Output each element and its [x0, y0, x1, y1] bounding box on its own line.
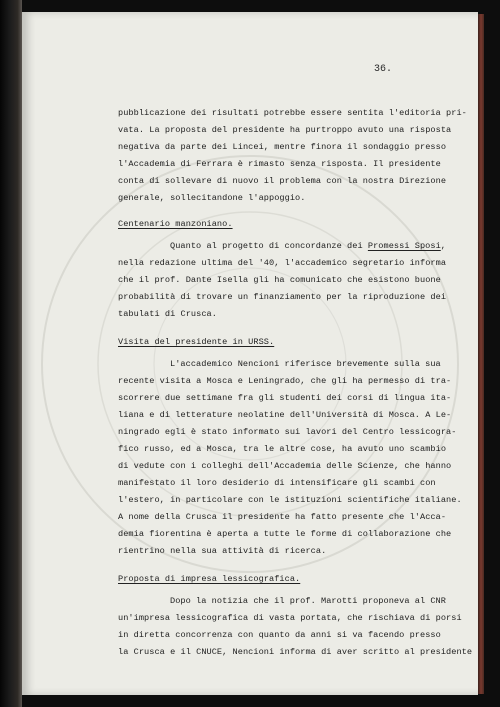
section-heading: Visita del presidente in URSS.: [118, 337, 275, 347]
text-line: liana e di letterature neolatine dell'Università di Mosca. A Le-: [118, 410, 452, 420]
text-line: rientrino nella sua attività di ricerca.: [118, 546, 327, 556]
text-line: Dopo la notizia che il prof. Marotti proponeva al CNR: [170, 596, 446, 606]
text-line: recente visita a Mosca e Leningrado, che gli ha permesso di tra-: [118, 376, 452, 386]
document-page: [22, 12, 478, 695]
text-line: generale, sollecitandone l'appoggio.: [118, 193, 306, 203]
section-heading: Proposta di impresa lessicografica.: [118, 574, 301, 584]
text-line: fico russo, ed a Mosca, tra le altre cose, ha avuto uno scambio: [118, 444, 447, 454]
text-line: nella redazione ultima del '40, l'accademico segretario informa: [118, 258, 447, 268]
text-line: A nome della Crusca il presidente ha fatto presente che l'Acca-: [118, 512, 447, 522]
book-title: Promessi Sposi: [367, 241, 441, 251]
text-line: demia fiorentina è aperta a tutte le forme di collaborazione che: [118, 529, 452, 539]
text-line: in diretta concorrenza con quanto da anni si va facendo presso: [118, 630, 441, 640]
page-edge: [478, 14, 484, 694]
book-binding: [0, 0, 22, 707]
text-line: probabilità di trovare un finanziamento per la riproduzione dei: [118, 292, 447, 302]
text-fragment: Quanto al progetto di concordanze dei: [170, 241, 368, 251]
text-line: l'estero, in particolare con le istituzioni scientifiche italiane.: [118, 495, 462, 505]
text-line: negativa da parte dei Lincei, mentre finora il sondaggio presso: [118, 142, 447, 152]
page-number: 36.: [374, 64, 393, 75]
text-line: manifestato il loro desiderio di intensificare gli scambi con: [118, 478, 436, 488]
text-line: conta di sollevare di nuovo il problema con la nostra Direzione: [118, 176, 447, 186]
section-heading: Centenario manzoniano.: [118, 219, 233, 229]
text-line: ningrado egli è stato informato sui lavori del Centro lessicogra-: [118, 427, 457, 437]
text-line: un'impresa lessicografica di vasta portata, che rischiava di porsi: [118, 613, 462, 623]
text-fragment: ,: [440, 241, 446, 251]
text-line: L'accademico Nencioni riferisce brevemente sulla sua: [170, 359, 441, 369]
text-line: la Crusca e il CNUCE, Nencioni informa di aver scritto al presidente: [118, 647, 473, 657]
text-line: [170, 241, 446, 251]
text-line: che il prof. Dante Isella gli ha comunicato che esistono buone: [118, 275, 441, 285]
text-line: vata. La proposta del presidente ha purtroppo avuto una risposta: [118, 125, 452, 135]
text-line: l'Accademia di Ferrara è rimasto senza risposta. Il presidente: [118, 159, 441, 169]
text-line: tabulati di Crusca.: [118, 309, 217, 319]
text-line: di vedute con i colleghi dell'Accademia delle Scienze, che hanno: [118, 461, 452, 471]
text-line: pubblicazione dei risultati potrebbe essere sentita l'editoria pri-: [118, 108, 467, 118]
text-line: scorrere due settimane fra gli studenti dei corsi di lingua ita-: [118, 393, 452, 403]
